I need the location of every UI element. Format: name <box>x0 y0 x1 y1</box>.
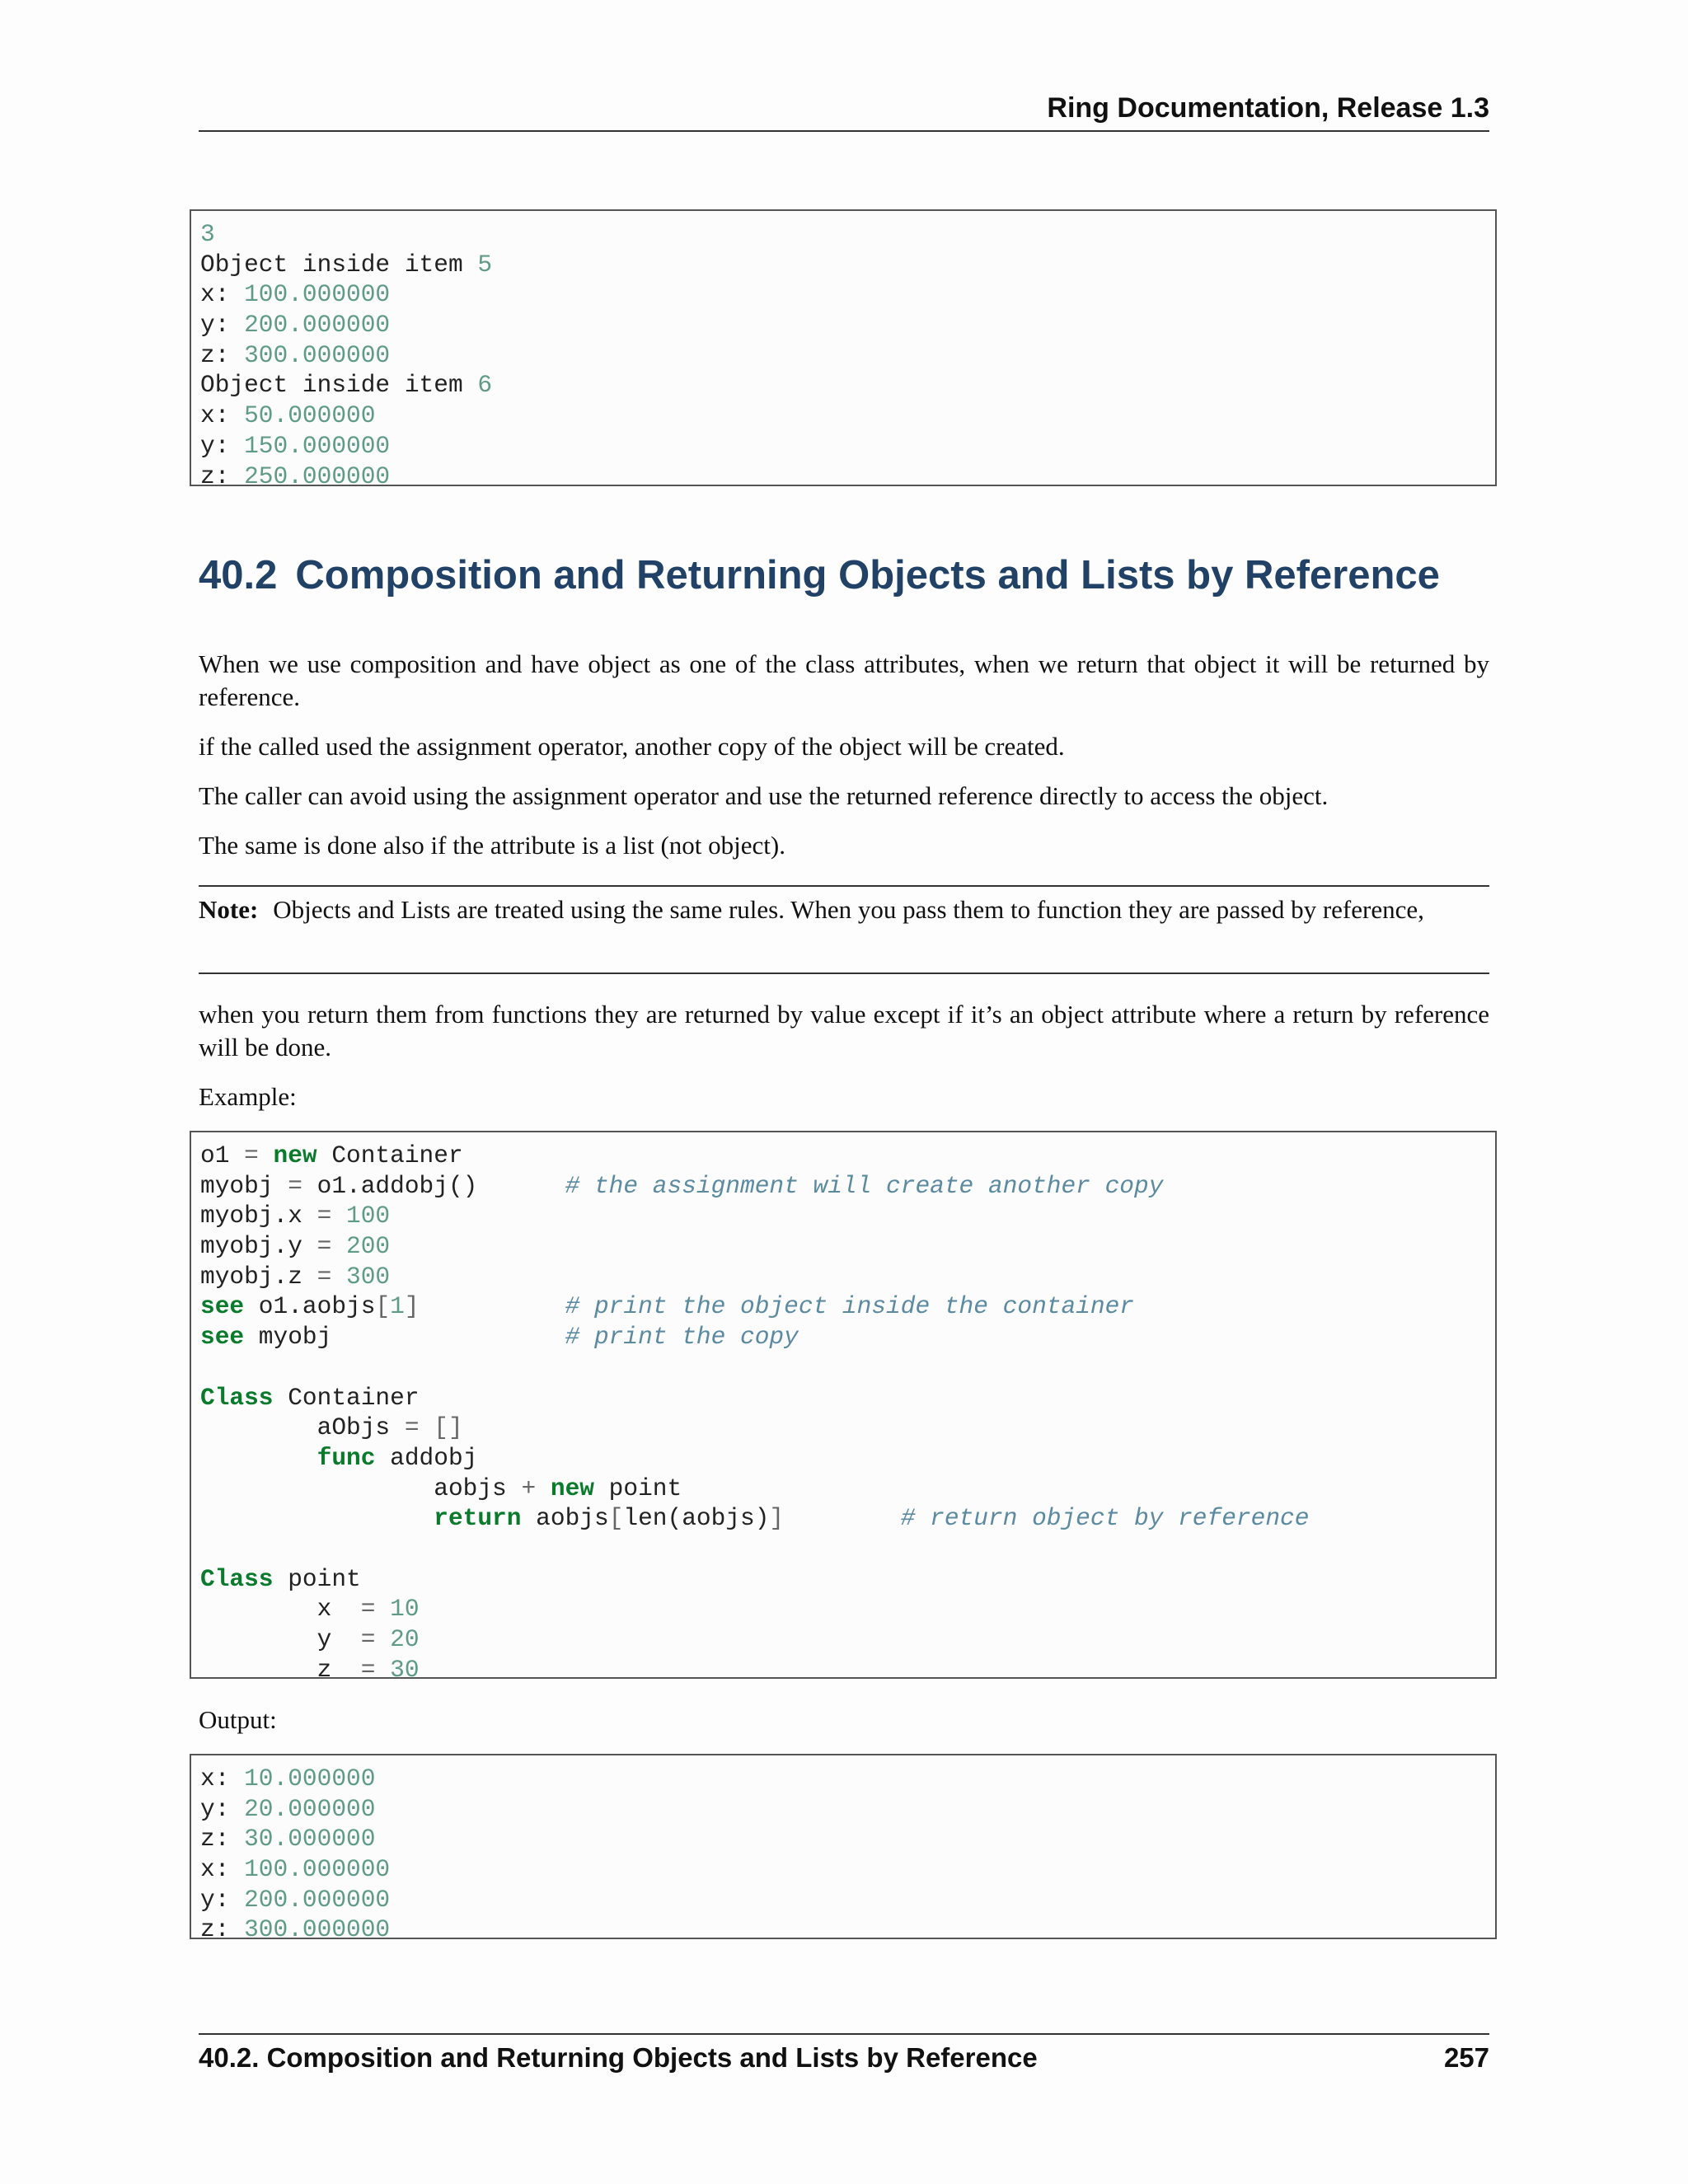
code-number: 250.000000 <box>244 462 391 486</box>
code-line <box>200 1503 1495 1534</box>
code-number: 6 <box>477 371 493 400</box>
code-number: 300.000000 <box>244 340 391 369</box>
code-block-output-bottom <box>190 1754 1497 1939</box>
code-number: 200.000000 <box>244 311 391 340</box>
code-number: 30.000000 <box>244 1825 376 1854</box>
code-number: 3 <box>200 220 215 248</box>
code-text <box>375 1595 390 1623</box>
code-text: z: <box>200 340 245 369</box>
code-text <box>420 1413 434 1441</box>
code-operator: = <box>288 1171 302 1200</box>
code-line <box>200 310 1495 340</box>
code-number: 200 <box>346 1232 391 1261</box>
code-text: Object inside item <box>200 371 478 400</box>
code-text: z: <box>200 1915 245 1939</box>
code-comment: # print the copy <box>565 1323 799 1352</box>
code-line <box>200 1794 1495 1825</box>
code-text: aobjs <box>521 1504 609 1533</box>
code-line <box>200 279 1495 310</box>
code-line <box>200 1413 1495 1443</box>
code-text: Container <box>316 1141 463 1169</box>
code-text: y: <box>200 431 245 460</box>
code-number: 5 <box>477 250 493 279</box>
code-line <box>200 340 1495 371</box>
code-line <box>200 1885 1495 1915</box>
code-operator: + <box>521 1474 537 1502</box>
section-title: Composition and Returning Objects and Lists by Reference <box>295 553 1440 598</box>
code-number: 150.000000 <box>244 431 391 460</box>
code-text: myobj <box>244 1323 565 1352</box>
paragraph-4: The same is done also if the attribute is a list (not object). <box>199 831 785 860</box>
code-number: 100.000000 <box>244 1855 391 1884</box>
section-heading <box>199 552 1440 598</box>
code-keyword: func <box>316 1443 376 1472</box>
code-line <box>200 1291 1495 1322</box>
code-text <box>200 1444 317 1472</box>
code-text: o1.addobj() <box>302 1171 565 1200</box>
code-number: 100 <box>346 1202 391 1230</box>
code-operator: = <box>316 1262 332 1291</box>
code-text: y <box>200 1625 361 1653</box>
code-text <box>536 1474 551 1502</box>
code-line <box>200 250 1495 280</box>
code-text: z: <box>200 1825 245 1854</box>
code-text: x: <box>200 1765 245 1793</box>
example-label: Example: <box>199 1082 297 1111</box>
code-keyword: new <box>273 1141 317 1169</box>
code-text: len(aobjs) <box>623 1504 770 1533</box>
code-text: y: <box>200 311 245 340</box>
code-number: 100.000000 <box>244 280 391 309</box>
code-number: 200.000000 <box>244 1885 391 1914</box>
code-text: z: <box>200 462 245 486</box>
code-text <box>375 1656 390 1679</box>
code-line <box>200 1624 1495 1655</box>
code-text: addobj <box>375 1443 478 1472</box>
code-number: 10.000000 <box>244 1765 376 1793</box>
code-text: z <box>200 1655 361 1679</box>
running-header: Ring Documentation, Release 1.3 <box>1047 92 1489 124</box>
code-comment: # print the object inside the container <box>565 1292 1134 1321</box>
code-text: o1 <box>200 1141 245 1169</box>
code-keyword: Class <box>200 1564 274 1593</box>
code-line <box>200 1534 1495 1564</box>
code-operator: [ <box>608 1504 624 1533</box>
code-line <box>200 1171 1495 1202</box>
paragraph-after-note: when you return them from functions they are returned by value except if it’s an object attribute where a return by reference will be done. <box>199 1000 1489 1062</box>
code-text: myobj <box>200 1171 288 1200</box>
code-number: 300.000000 <box>244 1915 391 1939</box>
code-text: x: <box>200 280 245 309</box>
code-line <box>200 1564 1495 1595</box>
code-text: o1.aobjs <box>244 1292 376 1321</box>
code-block-example <box>190 1131 1497 1679</box>
code-text: x: <box>200 1855 245 1884</box>
code-line <box>200 1352 1495 1383</box>
page-number: 257 <box>1443 2042 1489 2073</box>
code-line <box>200 1764 1495 1794</box>
header-rule <box>199 130 1489 132</box>
note-top-rule <box>199 885 1489 887</box>
code-text: y: <box>200 1794 245 1823</box>
code-text <box>784 1504 901 1532</box>
section-number: 40.2 <box>199 553 278 598</box>
code-text: aobjs <box>200 1474 522 1502</box>
code-text <box>331 1232 346 1260</box>
code-operator: ] <box>769 1504 785 1533</box>
code-text: myobj.z <box>200 1262 317 1291</box>
code-line <box>200 1824 1495 1854</box>
code-text: point <box>593 1474 682 1502</box>
code-operator: = <box>360 1595 376 1624</box>
code-line <box>200 401 1495 431</box>
code-keyword: new <box>550 1474 594 1502</box>
code-line <box>200 462 1495 487</box>
code-operator: = <box>316 1202 332 1230</box>
code-operator: [] <box>434 1413 463 1442</box>
code-operator: = <box>404 1413 420 1442</box>
code-text <box>420 1292 565 1320</box>
code-operator: = <box>244 1141 259 1169</box>
code-text: Object inside item <box>200 250 478 279</box>
code-line <box>200 431 1495 462</box>
code-text <box>375 1625 390 1653</box>
code-keyword: return <box>434 1504 522 1533</box>
code-line <box>200 219 1495 250</box>
code-line <box>200 1655 1495 1679</box>
output-label: Output: <box>199 1705 277 1734</box>
code-text: myobj.y <box>200 1232 317 1261</box>
code-text <box>331 1202 346 1230</box>
code-line <box>200 1383 1495 1413</box>
code-line <box>200 1262 1495 1292</box>
paragraph-1: When we use composition and have object as one of the class attributes, when we return that object it will be returned by reference. <box>199 649 1489 711</box>
code-text: point <box>273 1564 361 1593</box>
code-text: y: <box>200 1885 245 1914</box>
footer-rule <box>199 2033 1489 2035</box>
code-line <box>200 1594 1495 1624</box>
code-line <box>200 1915 1495 1939</box>
code-text: x: <box>200 401 245 430</box>
code-number: 20 <box>390 1625 420 1653</box>
code-number: 1 <box>390 1292 405 1321</box>
note-bottom-rule <box>199 972 1489 974</box>
code-line <box>200 1201 1495 1231</box>
code-number: 10 <box>390 1595 420 1624</box>
code-text: x <box>200 1595 361 1624</box>
code-text <box>200 1504 434 1532</box>
code-line <box>200 370 1495 401</box>
paragraph-2: if the called used the assignment operator, another copy of the object will be created. <box>199 732 1065 761</box>
code-operator: = <box>360 1625 376 1653</box>
code-text: myobj.x <box>200 1202 317 1230</box>
code-line <box>200 1141 1495 1171</box>
code-operator: ] <box>404 1292 420 1321</box>
code-text: aObjs <box>200 1413 405 1442</box>
code-block-output-top <box>190 209 1497 486</box>
code-operator: = <box>316 1232 332 1261</box>
code-line <box>200 1231 1495 1262</box>
code-line <box>200 1854 1495 1885</box>
paragraph-3: The caller can avoid using the assignment operator and use the returned reference directly to access the object. <box>199 781 1329 810</box>
code-line <box>200 1322 1495 1352</box>
code-line <box>200 1443 1495 1474</box>
code-number: 30 <box>390 1655 420 1679</box>
code-operator: [ <box>375 1292 391 1321</box>
code-keyword: see <box>200 1323 245 1352</box>
note <box>199 897 1489 923</box>
code-line <box>200 1474 1495 1504</box>
code-keyword: Class <box>200 1383 274 1412</box>
note-label: Note: <box>199 895 259 924</box>
code-comment: # return object by reference <box>900 1504 1310 1533</box>
code-text <box>331 1263 346 1291</box>
code-keyword: see <box>200 1292 245 1321</box>
code-text <box>259 1141 274 1169</box>
code-comment: # the assignment will create another copy <box>565 1171 1164 1200</box>
code-number: 300 <box>346 1262 391 1291</box>
note-text: Objects and Lists are treated using the same rules. When you pass them to function they are passed by reference, <box>273 895 1424 924</box>
code-number: 50.000000 <box>244 401 376 430</box>
code-text: Container <box>273 1383 420 1412</box>
code-number: 20.000000 <box>244 1794 376 1823</box>
footer-section-title: 40.2. Composition and Returning Objects and Lists by Reference <box>199 2042 1038 2073</box>
code-operator: = <box>360 1655 376 1679</box>
